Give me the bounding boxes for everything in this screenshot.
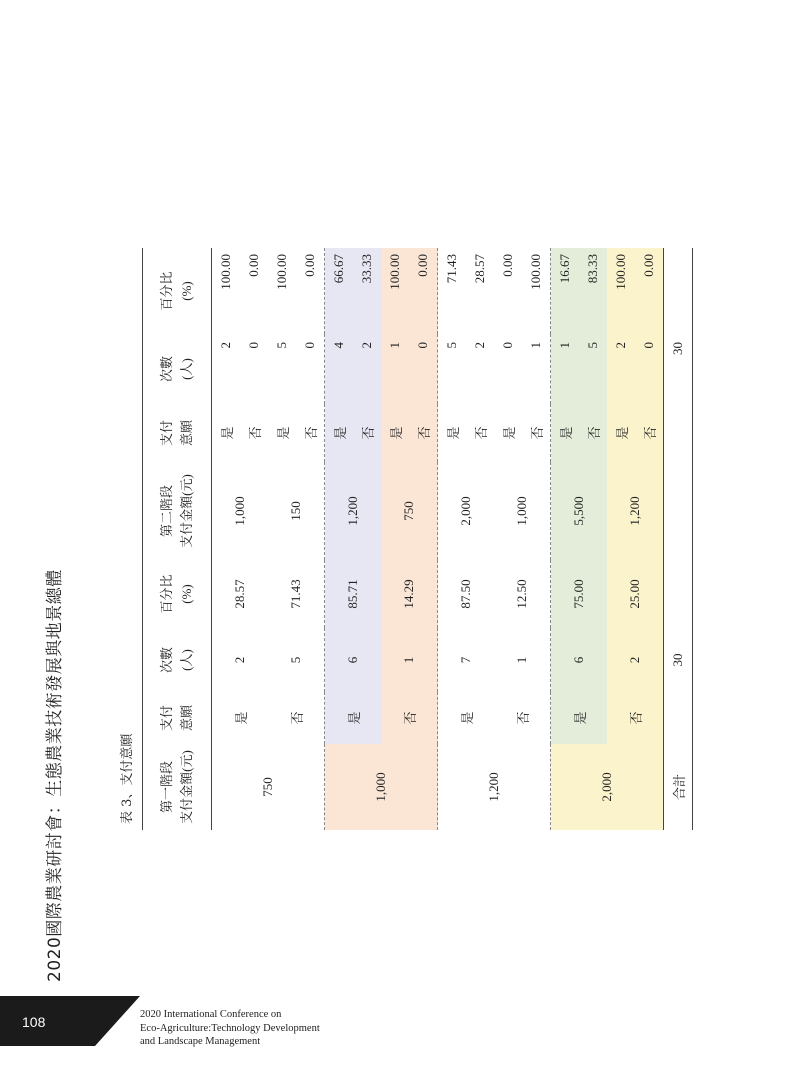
pct2: 100.00 [607, 248, 635, 334]
willing2: 是 [607, 404, 635, 462]
running-header-text: 2020國際農業研討會：生態農業技術發展與地景總體 [45, 569, 65, 982]
pct2: 0.00 [635, 248, 664, 334]
willing2: 否 [635, 404, 664, 462]
pct1: 71.43 [288, 579, 303, 609]
header-count1: 次數 (人) [143, 628, 212, 692]
willing2: 是 [438, 404, 467, 462]
stage2-amount: 1,200 [607, 462, 664, 560]
table-row [381, 248, 409, 830]
willing2: 否 [303, 426, 319, 440]
willing2: 是 [551, 404, 580, 462]
total-label: 合計 [664, 744, 693, 830]
rotated-table [116, 248, 687, 830]
count1: 2 [232, 656, 247, 664]
header-stage2-amount: 第二階段 支付金額(元) [143, 462, 212, 560]
table-row [212, 248, 241, 830]
willing1: 否 [289, 711, 305, 725]
count2: 2 [472, 342, 487, 349]
header-count2: 次數 (人) [143, 334, 212, 404]
pct1: 85.71 [325, 560, 382, 628]
table-row [607, 248, 635, 830]
count2: 0 [246, 342, 261, 349]
count2: 1 [551, 334, 580, 404]
pct2: 71.43 [438, 248, 467, 334]
conference-footer [140, 1008, 320, 1049]
count2: 0 [500, 342, 515, 349]
pct2: 100.00 [218, 254, 233, 290]
count2: 1 [528, 342, 543, 349]
count1: 2 [607, 628, 664, 692]
willing1: 是 [325, 692, 382, 744]
willing2: 是 [219, 426, 235, 440]
payment-willingness-table [142, 248, 693, 830]
count2: 2 [353, 334, 381, 404]
table-row [268, 248, 296, 830]
pct2: 83.33 [579, 248, 607, 334]
pct2: 0.00 [246, 254, 261, 277]
stage2-amount: 1,200 [325, 462, 382, 560]
pct2: 100.00 [528, 254, 543, 290]
conference-line: Eco-Agriculture:Technology Development [140, 1022, 320, 1034]
willing1: 是 [551, 692, 608, 744]
header-willing1: 支付 意願 [143, 692, 212, 744]
stage2-amount: 750 [381, 462, 438, 560]
stage2-amount: 1,000 [514, 496, 529, 526]
willing2: 是 [381, 404, 409, 462]
count1: 6 [325, 628, 382, 692]
conference-line: 2020 International Conference on [140, 1009, 282, 1020]
stage2-amount: 150 [288, 501, 303, 521]
header-pct1: 百分比 (%) [143, 560, 212, 628]
willing1: 否 [515, 711, 531, 725]
pct2: 0.00 [500, 254, 515, 277]
pct2: 28.57 [472, 254, 487, 284]
count2: 2 [607, 334, 635, 404]
count2: 4 [325, 334, 354, 404]
willing2: 是 [325, 404, 354, 462]
willing2: 否 [247, 426, 263, 440]
stage1-amount: 750 [260, 777, 275, 797]
count2: 1 [381, 334, 409, 404]
willing2: 否 [409, 404, 438, 462]
total-row [664, 248, 693, 830]
table-row [551, 248, 580, 830]
table-row [494, 248, 522, 830]
count2: 2 [218, 342, 233, 349]
table-caption: 表 3、支付意願 [120, 733, 135, 824]
conference-line: and Landscape Management [140, 1036, 261, 1047]
willing1: 否 [607, 692, 664, 744]
table-row [325, 248, 354, 830]
pct2: 0.00 [409, 248, 438, 334]
count1: 7 [438, 628, 495, 692]
count2: 0 [635, 334, 664, 404]
willing2: 是 [275, 426, 291, 440]
page-number: 108 [22, 1014, 46, 1030]
willing2: 否 [473, 426, 489, 440]
pct1: 14.29 [381, 560, 438, 628]
pct2: 100.00 [381, 248, 409, 334]
table-header-row [143, 248, 212, 830]
stage2-amount: 1,000 [232, 496, 247, 526]
pct2: 16.67 [551, 248, 580, 334]
count2: 0 [302, 342, 317, 349]
willing2: 是 [501, 426, 517, 440]
pct2: 33.33 [353, 248, 381, 334]
pct1: 75.00 [551, 560, 608, 628]
pct2: 66.67 [325, 248, 354, 334]
table-row [438, 248, 467, 830]
header-stage1-amount: 第一階段 支付金額(元) [143, 744, 212, 830]
count1: 5 [288, 656, 303, 664]
header-willing2: 支付 意願 [143, 404, 212, 462]
pct2: 0.00 [302, 254, 317, 277]
running-header [37, 569, 73, 982]
count1: 1 [381, 628, 438, 692]
stage2-amount: 5,500 [551, 462, 608, 560]
count2: 0 [409, 334, 438, 404]
count2: 5 [579, 334, 607, 404]
pct1: 87.50 [438, 560, 495, 628]
table-frame [116, 248, 687, 830]
willing2: 否 [579, 404, 607, 462]
total-count2: 30 [664, 334, 693, 404]
stage1-amount: 2,000 [551, 744, 664, 830]
count1: 6 [551, 628, 608, 692]
header-pct2: 百分比 (%) [143, 248, 212, 334]
willing1: 否 [381, 692, 438, 744]
pct1: 12.50 [514, 579, 529, 609]
pct1: 28.57 [232, 579, 247, 609]
count2: 5 [438, 334, 467, 404]
stage1-amount: 1,200 [438, 744, 551, 830]
count1: 1 [514, 656, 529, 664]
stage1-amount: 1,000 [325, 744, 438, 830]
willing1: 是 [233, 711, 249, 725]
total-count1: 30 [664, 628, 693, 692]
willing2: 否 [353, 404, 381, 462]
pct2: 100.00 [274, 254, 289, 290]
count2: 5 [274, 342, 289, 349]
willing1: 是 [438, 692, 495, 744]
willing2: 否 [529, 426, 545, 440]
pct1: 25.00 [607, 560, 664, 628]
stage2-amount: 2,000 [438, 462, 495, 560]
